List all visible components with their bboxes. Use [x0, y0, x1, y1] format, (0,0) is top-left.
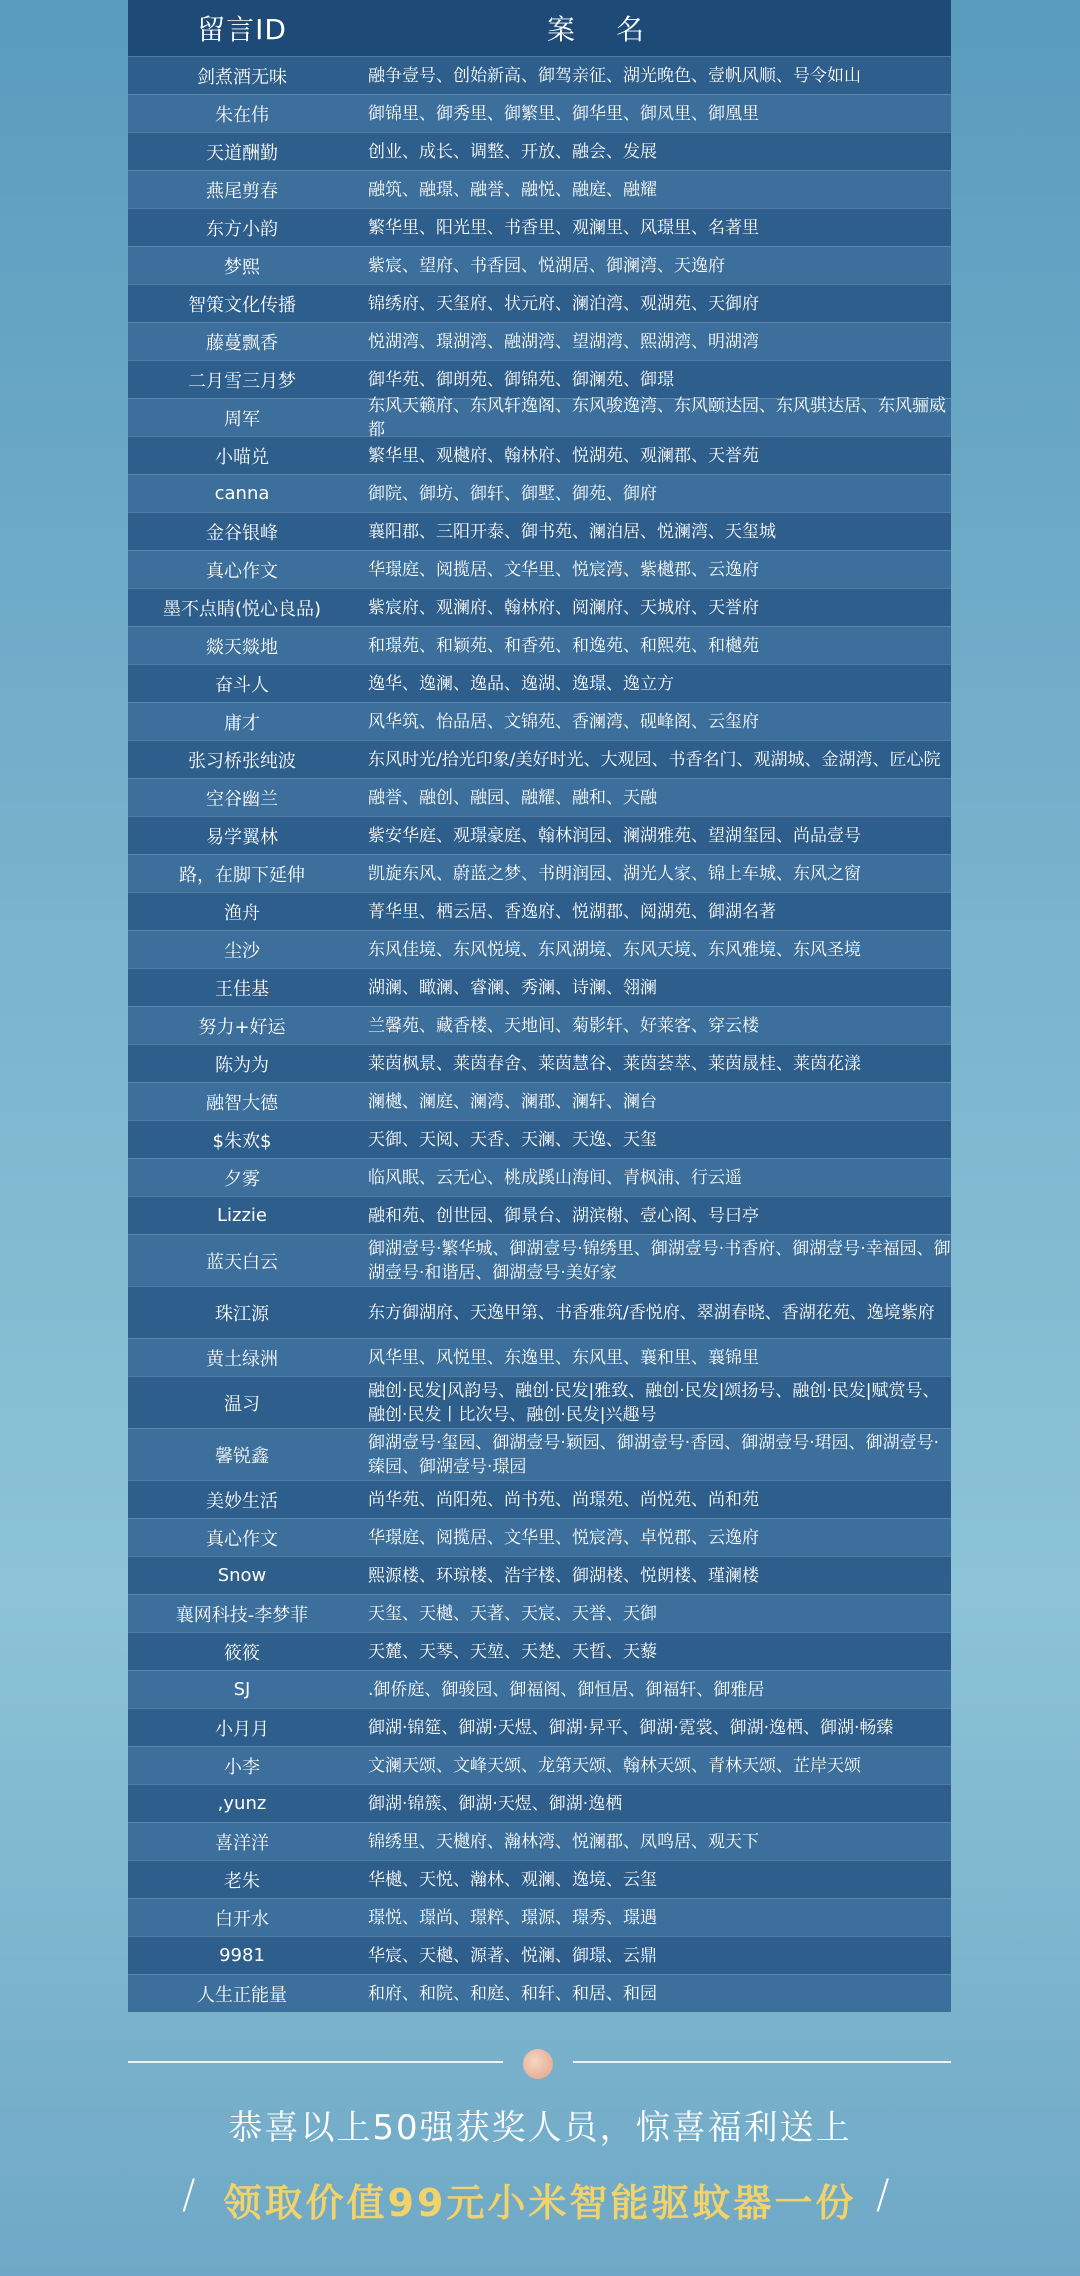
row-id: 剑煮酒无味: [197, 66, 287, 88]
row-names: 天玺、天樾、天著、天宸、天誉、天御: [368, 1603, 657, 1624]
row-names: 繁华里、观樾府、翰林府、悦湖苑、观澜郡、天誉苑: [368, 445, 759, 466]
row-names: 凯旋东风、蔚蓝之梦、书朗润园、湖光人家、锦上车城、东风之窗: [368, 863, 861, 884]
row-id: 周军: [224, 408, 260, 430]
row-names: 东风天籁府、东风轩逸阁、东风骏逸湾、东风颐达园、东风骐达居、东风骊威都: [368, 395, 946, 440]
table-row: [128, 132, 951, 170]
row-names: 尚华苑、尚阳苑、尚书苑、尚璟苑、尚悦苑、尚和苑: [368, 1489, 759, 1510]
row-names: 湖澜、瞰澜、睿澜、秀澜、诗澜、翎澜: [368, 977, 657, 998]
row-names: 创业、成长、调整、开放、融会、发展: [368, 141, 657, 162]
table-row: [128, 512, 951, 550]
row-id: 庸才: [224, 712, 260, 734]
row-names: 御锦里、御秀里、御繁里、御华里、御凤里、御凰里: [368, 103, 759, 124]
table-row: [128, 208, 951, 246]
row-id: 9981: [219, 1945, 265, 1966]
table-row: [128, 930, 951, 968]
table-row: [128, 1234, 951, 1286]
row-id: 襄网科技-李梦菲: [175, 1604, 309, 1626]
row-id: 金谷银峰: [206, 522, 278, 544]
table-row: [128, 892, 951, 930]
row-names: 御湖·锦筵、御湖·天煜、御湖·昇平、御湖·霓裳、御湖·逸栖、御湖·畅臻: [368, 1717, 894, 1738]
table-row: [128, 1822, 951, 1860]
row-names: 融争壹号、创始新高、御驾亲征、湖光晚色、壹帆风顺、号令如山: [368, 65, 861, 86]
row-names: 东方御湖府、天逸甲第、书香雅筑/香悦府、翠湖春晓、香湖花苑、逸境紫府: [368, 1302, 935, 1323]
row-names: 襄阳郡、三阳开泰、御书苑、澜泊居、悦澜湾、天玺城: [368, 521, 776, 542]
table-row: [128, 1082, 951, 1120]
row-names: 融和苑、创世园、御景台、湖滨榭、壹心阁、号曰亭: [368, 1205, 759, 1226]
row-id: 白开水: [215, 1908, 269, 1930]
table-row: [128, 1594, 951, 1632]
row-names: 华璟庭、阅揽居、文华里、悦宸湾、紫樾郡、云逸府: [368, 559, 759, 580]
header-id: 留言ID: [197, 13, 287, 46]
table-row: [128, 1044, 951, 1082]
winners-table: [128, 0, 951, 2012]
row-names: 融筑、融璟、融誉、融悦、融庭、融耀: [368, 179, 657, 200]
row-id: 王佳基: [215, 978, 269, 1000]
row-id: 天道酬勤: [206, 142, 278, 164]
congrats-text: 恭喜以上50强获奖人员，惊喜福利送上: [228, 2108, 852, 2148]
row-id: 空谷幽兰: [206, 788, 278, 810]
table-row: [128, 1746, 951, 1784]
row-id: 陈为为: [215, 1054, 269, 1076]
table-row: [128, 1784, 951, 1822]
row-id: canna: [214, 483, 270, 504]
table-row: [128, 1898, 951, 1936]
table-row: [128, 436, 951, 474]
row-names: 融创·民发|风韵号、融创·民发|雅致、融创·民发|颂扬号、融创·民发|赋赏号、融创·民发丨比次号、融创·民发|兴趣号: [368, 1380, 940, 1425]
row-id: 二月雪三月梦: [188, 370, 296, 392]
slash-left: /: [182, 2172, 196, 2218]
table-row: [128, 1196, 951, 1234]
row-id: 朱在伟: [215, 104, 269, 126]
row-id: 燚天燚地: [206, 636, 278, 658]
row-id: 藤蔓飘香: [206, 332, 278, 354]
row-id: 梦熙: [224, 256, 260, 278]
row-names: 莱茵枫景、莱茵春舍、莱茵慧谷、莱茵荟萃、莱茵晟桂、莱茵花漾: [368, 1053, 861, 1074]
table-row: [128, 1556, 951, 1594]
row-id: 馨锐鑫: [215, 1445, 269, 1467]
row-id: 人生正能量: [197, 1984, 287, 2006]
table-row: [128, 1936, 951, 1974]
table-row: [128, 56, 951, 94]
row-names: 御湖壹号·繁华城、御湖壹号·锦绣里、御湖壹号·书香府、御湖壹号·幸福园、御湖壹号·和谐居、御湖壹号·美好家: [368, 1238, 951, 1283]
row-id: 小李: [224, 1756, 260, 1778]
row-names: 东风佳境、东风悦境、东风湖境、东风天境、东风雅境、东风圣境: [368, 939, 861, 960]
row-names: .御侨庭、御骏园、御福阁、御恒居、御福轩、御雅居: [368, 1679, 765, 1700]
table-row: [128, 170, 951, 208]
row-id: 蓝天白云: [206, 1251, 278, 1273]
row-names: 澜樾、澜庭、澜湾、澜郡、澜轩、澜台: [368, 1091, 657, 1112]
table-row: [128, 626, 951, 664]
table-row: [128, 1120, 951, 1158]
row-names: 天御、天阅、天香、天澜、天逸、天玺: [368, 1129, 657, 1150]
row-id: 燕尾剪春: [206, 180, 278, 202]
table-row: [128, 246, 951, 284]
table-row: [128, 1708, 951, 1746]
table-row: [128, 1376, 951, 1428]
row-id: 智策文化传播: [188, 294, 296, 316]
row-id: 喜洋洋: [215, 1832, 269, 1854]
row-names: 临风眠、云无心、桃成蹊山海间、青枫浦、行云遥: [368, 1167, 742, 1188]
table-row: [128, 854, 951, 892]
table-row: [128, 1860, 951, 1898]
table-row: [128, 1286, 951, 1338]
table-row: [128, 1670, 951, 1708]
row-names: 菁华里、栖云居、香逸府、悦湖郡、阅湖苑、御湖名著: [368, 901, 776, 922]
row-id: 墨不点睛(悦心良品): [162, 598, 322, 620]
row-names: 紫宸、望府、书香园、悦湖居、御澜湾、天逸府: [368, 255, 725, 276]
table-row: [128, 1006, 951, 1044]
row-names: 逸华、逸澜、逸品、逸湖、逸璟、逸立方: [368, 673, 674, 694]
row-names: 华宸、天樾、源著、悦澜、御璟、云鼎: [368, 1945, 657, 1966]
row-names: 天麓、天琴、天堃、天楚、天晢、天藜: [368, 1641, 657, 1662]
table-row: [128, 395, 951, 440]
row-id: 黄土绿洲: [206, 1348, 278, 1370]
table-row: [128, 664, 951, 702]
row-names: 锦绣里、天樾府、瀚林湾、悦澜郡、凤鸣居、观天下: [368, 1831, 759, 1852]
row-id: $朱欢$: [212, 1130, 272, 1152]
row-id: 真心作文: [206, 1528, 278, 1550]
row-names: 和璟苑、和颖苑、和香苑、和逸苑、和熙苑、和樾苑: [368, 635, 759, 656]
row-names: 繁华里、阳光里、书香里、观澜里、风璟里、名著里: [368, 217, 759, 238]
row-names: 华璟庭、阅揽居、文华里、悦宸湾、卓悦郡、云逸府: [368, 1527, 759, 1548]
row-id: 夕雾: [224, 1168, 260, 1190]
row-names: 紫安华庭、观璟豪庭、翰林润园、澜湖雅苑、望湖玺园、尚品壹号: [368, 825, 861, 846]
table-row: [128, 94, 951, 132]
row-id: 奋斗人: [215, 674, 269, 696]
row-id: 老朱: [224, 1870, 260, 1892]
row-names: 璟悦、璟尚、璟粹、璟源、璟秀、璟遇: [368, 1907, 657, 1928]
table-row: [128, 1518, 951, 1556]
row-id: 珠江源: [215, 1303, 269, 1325]
table-row: [128, 1158, 951, 1196]
table-row: [128, 1428, 951, 1480]
table-header: [128, 0, 951, 56]
row-id: 张习桥张纯波: [188, 750, 296, 772]
row-id: 东方小韵: [206, 218, 278, 240]
prize-text: 领取价值99元小米智能驱蚊器一份: [223, 2181, 857, 2225]
row-id: 美妙生活: [206, 1490, 278, 1512]
row-id: 小月月: [215, 1718, 269, 1740]
divider-right: [573, 2061, 951, 2063]
table-row: [128, 740, 951, 778]
table-row: [128, 360, 951, 398]
row-names: 锦绣府、天玺府、状元府、澜泊湾、观湖苑、天御府: [368, 293, 759, 314]
table-row: [128, 702, 951, 740]
divider-left: [128, 2061, 503, 2063]
table-row: [128, 816, 951, 854]
row-names: 华樾、天悦、瀚林、观澜、逸境、云玺: [368, 1869, 657, 1890]
row-id: 真心作文: [206, 560, 278, 582]
row-names: 东风时光/拾光印象/美好时光、大观园、书香名门、观湖城、金湖湾、匠心院: [368, 749, 941, 770]
table-row: [128, 588, 951, 626]
row-names: 和府、和院、和庭、和轩、和居、和园: [368, 1983, 657, 2004]
row-names: 御湖·锦簇、御湖·天煜、御湖·逸栖: [368, 1793, 623, 1814]
table-row: [128, 322, 951, 360]
row-names: 御院、御坊、御轩、御墅、御苑、御府: [368, 483, 657, 504]
table-body: [128, 56, 951, 2012]
row-id: 易学翼林: [206, 826, 278, 848]
row-names: 文澜天颂、文峰天颂、龙第天颂、翰林天颂、青林天颂、芷岸天颂: [368, 1755, 861, 1776]
row-names: 风华筑、怡品居、文锦苑、香澜湾、砚峰阁、云玺府: [368, 711, 759, 732]
row-id: 渔舟: [224, 902, 260, 924]
row-names: 融誉、融创、融园、融耀、融和、天融: [368, 787, 657, 808]
row-names: 熙源楼、环琼楼、浩宇楼、御湖楼、悦朗楼、瑾澜楼: [368, 1565, 759, 1586]
row-names: 御湖壹号·玺园、御湖壹号·颖园、御湖壹号·香园、御湖壹号·珺园、御湖壹号·臻园、御湖壹号·璟园: [368, 1432, 940, 1477]
row-id: ,yunz: [217, 1793, 267, 1814]
row-id: 努力+好运: [198, 1016, 286, 1038]
row-names: 兰馨苑、藏香楼、天地间、菊影轩、好莱客、穿云楼: [368, 1015, 759, 1036]
row-id: 尘沙: [224, 940, 260, 962]
table-row: [128, 1632, 951, 1670]
divider-dot: [523, 2049, 553, 2079]
row-names: 风华里、风悦里、东逸里、东风里、襄和里、襄锦里: [368, 1347, 759, 1368]
table-row: [128, 778, 951, 816]
row-id: SJ: [233, 1679, 251, 1700]
header-names: 案 名: [547, 13, 660, 46]
row-names: 御华苑、御朗苑、御锦苑、御澜苑、御璟: [368, 369, 674, 390]
row-id: 小喵兑: [215, 446, 269, 468]
table-row: [128, 1974, 951, 2012]
table-row: [128, 1338, 951, 1376]
row-id: 温习: [224, 1393, 260, 1415]
slash-right: /: [876, 2172, 890, 2218]
table-row: [128, 1480, 951, 1518]
table-row: [128, 550, 951, 588]
row-id: 筱筱: [224, 1642, 260, 1664]
row-id: Snow: [217, 1565, 267, 1586]
table-row: [128, 474, 951, 512]
row-id: 融智大德: [206, 1092, 278, 1114]
row-names: 悦湖湾、璟湖湾、融湖湾、望湖湾、熙湖湾、明湖湾: [368, 331, 759, 352]
table-row: [128, 284, 951, 322]
table-row: [128, 968, 951, 1006]
row-id: 路，在脚下延伸: [179, 864, 305, 886]
row-id: Lizzie: [216, 1205, 267, 1226]
row-names: 紫宸府、观澜府、翰林府、阅澜府、天城府、天誉府: [368, 597, 759, 618]
